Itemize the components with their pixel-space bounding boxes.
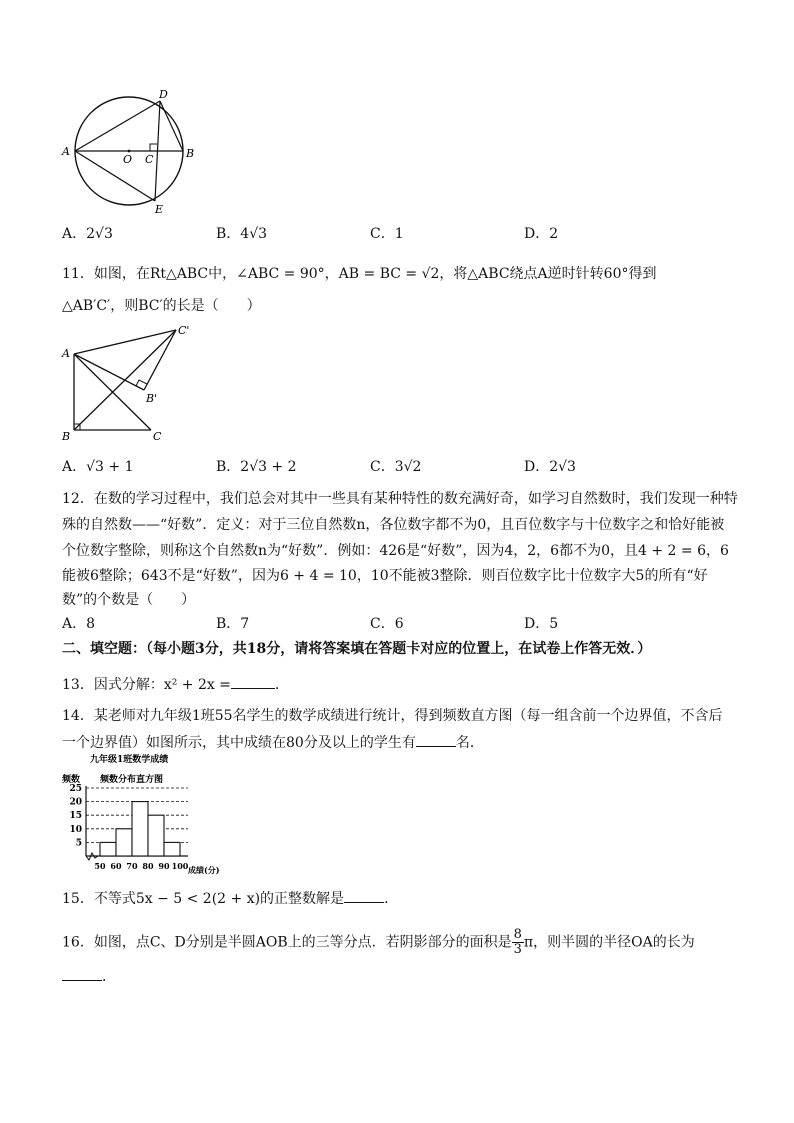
- q13-answer-blank: [231, 674, 275, 689]
- y-tick-label: 5: [75, 838, 82, 849]
- q16-line-2: [62, 966, 116, 987]
- x-tick-label: 60: [110, 861, 122, 871]
- label-B-prime: B': [146, 392, 158, 405]
- label-C-prime: C': [178, 324, 190, 337]
- q11-option-d: D．2√3: [524, 459, 576, 475]
- q12-option-d: D．5: [524, 616, 559, 632]
- x-tick-label: 80: [142, 861, 154, 871]
- circle-figure: [60, 85, 210, 215]
- q16: [62, 928, 695, 957]
- y-tick-label: 20: [69, 797, 82, 808]
- label-C: C: [153, 430, 162, 443]
- q12-option-c: C．6: [370, 616, 404, 632]
- q14-text: 一个边界值）如图所示，其中成绩在80分及以上的学生有: [62, 735, 416, 751]
- histogram-bar-60-70: [116, 829, 132, 856]
- q10-option-b: B．4√3: [216, 226, 268, 242]
- chart-title: 九年级1班数学成绩: [90, 755, 169, 765]
- chart-ylabel: 频数: [62, 775, 81, 785]
- q11-option-a: A．√3 + 1: [62, 459, 134, 475]
- q14-line-2: [62, 732, 484, 753]
- q14-line-1: 14．某老师对九年级1班55名学生的数学成绩进行统计，得到频数直方图（每一组含前一个边界值，不含后: [62, 708, 723, 724]
- q12-line-1: 12．在数的学习过程中，我们总会对其中一些具有某种特性的数充满好奇，如学习自然数时，我们发现一种特: [62, 491, 738, 507]
- q10-option-a: A．2√3: [62, 226, 113, 242]
- histogram-bar-70-80: [132, 802, 148, 856]
- histogram-bar-50-60: [100, 842, 116, 856]
- label-A: A: [62, 347, 70, 360]
- y-tick-label: 10: [69, 824, 82, 835]
- chart-subtitle: 频数分布直方图: [100, 775, 164, 785]
- label-C: C: [145, 153, 154, 166]
- y-tick-label: 15: [69, 811, 82, 822]
- q15: [62, 888, 398, 909]
- histogram-bar-90-100: [164, 842, 180, 856]
- label-D: D: [159, 88, 168, 101]
- q11-option-b: B．2√3 + 2: [216, 459, 297, 475]
- label-E: E: [155, 203, 164, 215]
- q16-text: 16．如图，点C、D分别是半圆AOB上的三等分点．若阴影部分的面积是: [62, 934, 512, 951]
- q12-line-4: 能被6整除；643不是“好数”，因为6 + 4 = 10，10不能被3整除．则百位数字比十位数字大5的所有“好: [62, 568, 708, 584]
- q14-answer-blank: [416, 732, 456, 747]
- q16-suffix: ．: [102, 969, 116, 985]
- q12-line-2: 殊的自然数——“好数”．定义：对于三位自然数n，各位数字都不为0，且百位数字与十位数字之和恰好能被: [62, 517, 725, 533]
- q10-option-d: D．2: [524, 226, 559, 242]
- q15-suffix: ．: [384, 891, 399, 907]
- label-B: B: [186, 147, 195, 160]
- histogram-chart: [60, 752, 240, 878]
- q12-option-a: A．8: [62, 616, 96, 632]
- q15-answer-blank: [344, 888, 384, 903]
- y-tick-label: 25: [69, 784, 82, 794]
- x-tick-label: 90: [158, 861, 170, 871]
- q13: [62, 674, 289, 695]
- label-A: A: [62, 145, 70, 158]
- q13-suffix: ．: [274, 677, 289, 693]
- q15-text: 15．不等式5x − 5 < 2(2 + x)的正整数解是: [62, 891, 345, 907]
- q16-text-2: π，则半圆的半径OA的长为: [523, 934, 695, 951]
- q12-line-3: 个位数字整除，则称这个自然数n为“好数”．例如：426是“好数”，因为4，2，6都不为0，且4 + 2 = 6，6: [62, 543, 729, 559]
- x-tick-label: 50: [94, 861, 106, 871]
- q10-option-c: C．1: [370, 226, 404, 242]
- q11-line-2: △AB′C′，则BC′的长是（ ）: [62, 298, 261, 314]
- x-tick-label: 100: [171, 861, 189, 871]
- x-tick-label: 70: [126, 861, 138, 871]
- q12-option-b: B．7: [216, 616, 250, 632]
- q11-line-1: 11．如图，在Rt△ABC中，∠ABC = 90°，AB = BC = √2，将△ABC绕点A逆时针转60°得到: [62, 266, 657, 282]
- label-B: B: [62, 430, 71, 443]
- histogram-bar-80-90: [148, 815, 164, 856]
- q14-suffix: 名．: [455, 735, 484, 751]
- section-2-heading: 二、填空题：（每小题3分，共18分，请将答案填在答题卡对应的位置上，在试卷上作答无效．）: [62, 641, 652, 657]
- q11-option-c: C．3√2: [370, 459, 422, 475]
- triangle-figure: [60, 322, 210, 444]
- q13-text: 13．因式分解：x² + 2x =: [62, 677, 231, 693]
- q12-line-5: 数”的个数是（ ）: [62, 592, 196, 608]
- fraction-denominator: 3: [513, 942, 522, 957]
- chart-xlabel: 成绩(分): [188, 865, 220, 875]
- fraction-numerator: 8: [513, 927, 522, 942]
- label-O: O: [123, 153, 133, 166]
- q16-answer-blank: [62, 966, 102, 981]
- fraction-8-3: [512, 928, 524, 957]
